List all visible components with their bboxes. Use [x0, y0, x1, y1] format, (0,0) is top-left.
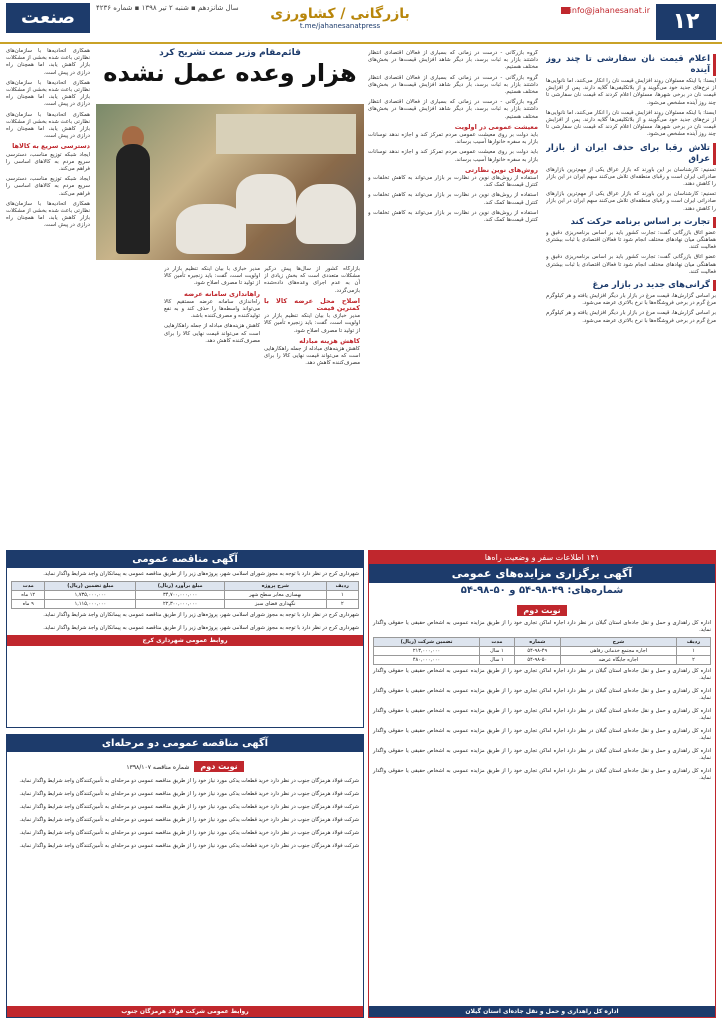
ad-badge: نوبت دوم	[194, 761, 243, 772]
ad-text: شهرداری کرج در نظر دارد با توجه به مجوز شورای اسلامی شهر، پروژه‌های زیر را از طریق مناقصه عمومی به پیمانکاران واجد شرایط واگذار نماید.	[43, 625, 359, 631]
story-body: گروه بازرگانی - درست در زمانی که بسیاری از فعالان اقتصادی انتظار داشتند بازار به ثبات برسد، بار دیگر شاهد افزایش قیمت‌ها در بخش‌های مختلف هستیم.	[368, 50, 538, 71]
story-body: بر اساس گزارش‌ها، قیمت مرغ در بازار بار دیگر افزایش یافته و هر کیلوگرم مرغ گرم در برخی فروشگاه‌ها با نرخ بالاتری عرضه می‌شود.	[546, 310, 716, 324]
tender-ad-steel	[6, 734, 364, 1018]
story-body: گروه بازرگانی - درست در زمانی که بسیاری از فعالان اقتصادی انتظار داشتند بازار به ثبات برسد، بار دیگر شاهد افزایش قیمت‌ها در بخش‌های مختلف هستیم.	[368, 99, 538, 120]
story-body: گروه بازرگانی - درست در زمانی که بسیاری از فعالان اقتصادی انتظار داشتند بازار به ثبات برسد، بار دیگر شاهد افزایش قیمت‌ها در بخش‌های مختلف هستیم.	[368, 74, 538, 96]
table-row: ۲ نگهداری فضای سبز ۲۲,۳۰۰,۰۰۰,۰۰۰ ۱,۱۱۵,۰۰۰,۰۰۰ ۹ ماه	[12, 600, 359, 609]
story-body: مدیر خبازی با بیان اینکه تنظیم بازار در اولویت است، گفت: باید زنجیره تأمین کالا از تولید تا مصرف اصلاح شود.	[164, 266, 260, 287]
ad-text: شهرداری کرج در نظر دارد با توجه به مجوز شورای اسلامی شهر، پروژه‌های زیر را از طریق مناقصه عمومی به پیمانکاران واجد شرایط واگذار نماید.	[43, 612, 359, 618]
person-figure	[116, 144, 150, 254]
tender-number: شماره مناقصه ۱۳۹۸/۱۰۷	[126, 764, 190, 771]
lead-story-body-2	[164, 266, 260, 545]
story-headline: اعلام قیمت نان سفارشی تا چند روز آینده	[546, 54, 716, 76]
story-body: باید دولت بر روی معیشت عمومی مردم تمرکز کند و اجازه ندهد نوسانات بازار به سفره خانوارها آسیب برساند.	[368, 132, 538, 146]
story-body: مدیر خبازی با بیان اینکه تنظیم بازار در اولویت است، گفت: باید زنجیره تأمین کالا از تولید تا مصرف اصلاح شود.	[264, 313, 360, 334]
issue-meta: سال شانزدهم ▪ شنبه ۲ تیر ۱۳۹۸ ▪ شماره ۴۲۳۶	[96, 4, 239, 12]
ad-text: اداره کل راهداری و حمل و نقل جاده‌ای استان گیلان در نظر دارد اجاره اماکن تجاری خود را از طریق مزایده عمومی به اشخاص حقیقی یا حقوقی واگذار نماید.	[373, 688, 711, 701]
story-body: بر اساس گزارش‌ها، قیمت مرغ در بازار بار دیگر افزایش یافته و هر کیلوگرم مرغ گرم در برخی فروشگاه‌ها با نرخ بالاتری عرضه می‌شود.	[546, 293, 716, 307]
ad-title: آگهی مناقصه عمومی	[7, 551, 363, 568]
ad-text: اداره کل راهداری و حمل و نقل جاده‌ای استان گیلان در نظر دارد اجاره اماکن تجاری خود را از طریق مزایده عمومی به اشخاص حقیقی یا حقوقی واگذار نماید.	[373, 748, 711, 761]
story-body: ایجاد شبکه توزیع مناسب، دسترسی سریع مردم به کالاهای اساسی را فراهم می‌کند.	[6, 151, 90, 173]
telegram-link[interactable]: t.me/jahanesanatpress	[299, 22, 381, 30]
story-body: استفاده از روش‌های نوین در نظارت بر بازار می‌تواند به کاهش تخلفات و کنترل قیمت‌ها کمک کند.	[368, 192, 538, 206]
ad-text: شرکت فولاد هرمزگان جنوب در نظر دارد خرید قطعات یدکی مورد نیاز خود را از طریق مناقصه عمومی دو مرحله‌ای به تأمین‌کنندگان واجد شرایط واگذار نماید.	[19, 791, 359, 797]
ad-text: شرکت فولاد هرمزگان جنوب در نظر دارد خرید قطعات یدکی مورد نیاز خود را از طریق مناقصه عمومی دو مرحله‌ای به تأمین‌کنندگان واجد شرایط واگذار نماید.	[19, 830, 359, 836]
story-body: عضو اتاق بازرگانی گفت: تجارت کشور باید بر اساس برنامه‌ریزی دقیق و هماهنگی میان نهادهای مختلف انجام شود تا فعالان اقتصادی با ثبات بیشتری فعالیت کنند.	[546, 229, 716, 251]
ad-footer: روابط عمومی شهرداری کرج	[7, 635, 363, 646]
story-body: عضو اتاق بازرگانی گفت: تجارت کشور باید بر اساس برنامه‌ریزی دقیق و هماهنگی میان نهادهای مختلف انجام شود تا فعالان اقتصادی با ثبات بیشتری فعالیت کنند.	[546, 254, 716, 275]
story-body: تسنیم: کارشناسان بر این باورند که بازار عراق یکی از مهم‌ترین بازارهای صادراتی ایران است و رقبای منطقه‌ای تلاش می‌کنند سهم ایران در این بازار را کاهش دهند.	[546, 191, 716, 212]
story-subhead: معیشت عمومی در اولویت	[454, 122, 538, 131]
auction-numbers: شماره‌های: ۴۹-۹۸-۵۴ و ۵۰-۹۸-۵۴	[460, 585, 624, 596]
story-body: باید دولت بر روی معیشت عمومی مردم تمرکز کند و اجازه ندهد نوسانات بازار به سفره خانوارها آسیب برساند.	[368, 149, 538, 163]
story-subhead: روش‌های نوین نظارتی	[465, 165, 538, 174]
ad-text: شرکت فولاد هرمزگان جنوب در نظر دارد خرید قطعات یدکی مورد نیاز خود را از طریق مناقصه عمومی دو مرحله‌ای به تأمین‌کنندگان واجد شرایط واگذار نماید.	[19, 804, 359, 810]
ad-text: اداره کل راهداری و حمل و نقل جاده‌ای استان گیلان در نظر دارد اجاره اماکن تجاری خود را از طریق مزایده عمومی به اشخاص حقیقی یا حقوقی واگذار نماید.	[373, 768, 711, 781]
masthead	[0, 0, 722, 44]
story-subhead: اصلاح محل عرضه کالا با کمترین قیمت	[264, 296, 360, 313]
story-body: کاهش هزینه‌های مبادله از جمله راهکارهایی است که می‌تواند قیمت نهایی کالا را برای مصرف‌کننده کاهش دهد.	[164, 323, 260, 344]
ad-text: شهرداری کرج در نظر دارد با توجه به مجوز شورای اسلامی شهر، پروژه‌های زیر را از طریق مناقصه عمومی به پیمانکاران واجد شرایط واگذار نماید.	[43, 571, 359, 577]
story-headline: تلاش رقبا برای حذف ایران از بازار عراق	[546, 143, 716, 165]
story-body: همکاری اتحادیه‌ها با سازمان‌های نظارتی باعث شده بخشی از مشکلات بازار کاهش یابد، اما همچنان راه درازی در پیش است.	[6, 200, 90, 229]
ad-text: اداره کل راهداری و حمل و نقل جاده‌ای استان گیلان در نظر دارد اجاره اماکن تجاری خود را از طریق مزایده عمومی به اشخاص حقیقی یا حقوقی واگذار نماید.	[373, 728, 711, 741]
story-subhead: کاهش هزینه مبادله	[299, 336, 360, 345]
table-row: ۱ بهسازی معابر سطح شهر ۳۴,۷۰۰,۰۰۰,۰۰۰ ۱,۷۳۵,۰۰۰,۰۰۰ ۱۲ ماه	[12, 591, 359, 600]
newspaper-logo: صنعت	[6, 3, 90, 33]
ad-table: ردیف شرح پروژه مبلغ برآورد (ریال) مبلغ تضمین (ریال) مدت ۱ بهسازی معابر سطح شهر ۳۴,۷۰۰,۰۰۰,۰۰۰ ۱,۷۳۵,۰۰۰,۰۰۰ ۱۲ ماه ۲ نگهداری فضای سبز ۲۲,۳۰۰,۰۰۰,۰۰۰ ۱,۱۱۵,۰۰۰,۰۰۰ ۹ ماه	[11, 581, 359, 609]
story-headline: گرانی‌های جدید در بازار مرغ	[546, 280, 716, 291]
ad-footer: روابط عمومی شرکت فولاد هرمزگان جنوب	[7, 1006, 363, 1017]
lead-headline	[96, 48, 364, 88]
right-column	[546, 50, 716, 545]
ad-title: آگهی برگزاری مزایده‌های عمومی	[369, 564, 715, 583]
table-row: ۱ اجاره مجتمع خدماتی رفاهی ۵۴-۹۸-۴۹ ۱ سال ۲۱۳,۰۰۰,۰۰۰	[374, 647, 711, 656]
table-row: ۲ اجاره جایگاه عرضه ۵۴-۹۸-۵۰ ۱ سال ۴۸۰,۰۰۰,۰۰۰	[374, 656, 711, 665]
story-body: استفاده از روش‌های نوین در نظارت بر بازار می‌تواند به کاهش تخلفات و کنترل قیمت‌ها کمک کند.	[368, 209, 538, 224]
story-body: همکاری اتحادیه‌ها با سازمان‌های نظارتی باعث شده بخشی از مشکلات بازار کاهش یابد، اما همچنان راه درازی در پیش است.	[6, 48, 90, 76]
lead-kicker: قائم‌مقام وزیر صمت تشریح کرد	[159, 48, 301, 58]
ad-title: آگهی مناقصه عمومی دو مرحله‌ای	[7, 735, 363, 752]
ad-footer: اداره کل راهداری و حمل و نقل جاده‌ای استان گیلان	[369, 1006, 715, 1017]
ad-text: شرکت فولاد هرمزگان جنوب در نظر دارد خرید قطعات یدکی مورد نیاز خود را از طریق مناقصه عمومی دو مرحله‌ای به تأمین‌کنندگان واجد شرایط واگذار نماید.	[19, 778, 359, 784]
lead-story-body	[264, 266, 360, 545]
middle-column	[368, 50, 538, 545]
ad-text: اداره کل راهداری و حمل و نقل جاده‌ای استان گیلان در نظر دارد اجاره اماکن تجاری خود را از طریق مزایده عمومی به اشخاص حقیقی یا حقوقی واگذار نماید.	[373, 620, 711, 633]
ad-badge: نوبت دوم	[517, 605, 566, 616]
story-body: راه‌اندازی سامانه عرضه مستقیم کالا می‌تواند واسطه‌ها را حذف کند و به نفع تولیدکننده و مصرف‌کننده باشد.	[164, 298, 260, 320]
story-body: استفاده از روش‌های نوین در نظارت بر بازار می‌تواند به کاهش تخلفات و کنترل قیمت‌ها کمک کند.	[368, 175, 538, 189]
ad-top-line: ۱۴۱ اطلاعات سفر و وضعیت راه‌ها	[369, 551, 715, 564]
email-icon	[561, 7, 570, 14]
story-body: تسنیم: کارشناسان بر این باورند که بازار عراق یکی از مهم‌ترین بازارهای صادراتی ایران است و رقبای منطقه‌ای تلاش می‌کنند سهم ایران در این بازار را کاهش دهند.	[546, 166, 716, 188]
ad-text: شرکت فولاد هرمزگان جنوب در نظر دارد خرید قطعات یدکی مورد نیاز خود را از طریق مناقصه عمومی دو مرحله‌ای به تأمین‌کنندگان واجد شرایط واگذار نماید.	[19, 817, 359, 823]
story-body: همکاری اتحادیه‌ها با سازمان‌های نظارتی باعث شده بخشی از مشکلات بازار کاهش یابد، اما همچنان راه درازی در پیش است.	[6, 79, 90, 108]
story-subhead: راهاندازی سامانه عرضه	[184, 289, 260, 298]
story-body: ایسنا: با اینکه مسئولان روند افزایش قیمت نان را انکار می‌کنند، اما نانوایی‌ها از نرخ‌های جدید خود می‌گویند و از بلاتکلیفی‌ها گلایه دارند. پس از افزایش قیمت نان در برخی شهرها، مسئولان اعلام کردند که قیمت نان سفارشی تا چند روز آینده مشخص می‌شود.	[546, 109, 716, 138]
story-body: ایجاد شبکه توزیع مناسب، دسترسی سریع مردم به کالاهای اساسی را فراهم می‌کند.	[6, 176, 90, 197]
section-header	[250, 6, 430, 38]
story-body: کاهش هزینه‌های مبادله از جمله راهکارهایی است که می‌تواند قیمت نهایی کالا را برای مصرف‌کننده کاهش دهد.	[264, 346, 360, 367]
left-column	[6, 48, 90, 545]
lead-photo	[96, 104, 364, 260]
story-body: ایسنا: با اینکه مسئولان روند افزایش قیمت نان را انکار می‌کنند، اما نانوایی‌ها از نرخ‌های جدید خود می‌گویند و از بلاتکلیفی‌ها گلایه دارند. پس از افزایش قیمت نان در برخی شهرها، مسئولان اعلام کردند که قیمت نان سفارشی تا چند روز آینده مشخص می‌شود.	[546, 78, 716, 106]
lead-title: هزار وعده عمل نشده	[103, 59, 357, 87]
ad-text: اداره کل راهداری و حمل و نقل جاده‌ای استان گیلان در نظر دارد اجاره اماکن تجاری خود را از طریق مزایده عمومی به اشخاص حقیقی یا حقوقی واگذار نماید.	[373, 708, 711, 721]
ad-table: ردیف شرح شماره مدت تضمین شرکت (ریال) ۱ اجاره مجتمع خدماتی رفاهی ۵۴-۹۸-۴۹ ۱ سال ۲۱۳,۰۰۰,۰۰۰ ۲ اجاره جایگاه عرضه ۵۴-۹۸-۵۰ ۱ سال ۴۸۰,۰۰۰,۰۰۰	[373, 637, 711, 665]
story-body: همکاری اتحادیه‌ها با سازمان‌های نظارتی باعث شده بخشی از مشکلات بازار کاهش یابد، اما همچنان راه درازی در پیش است.	[6, 111, 90, 140]
section-title: بازرگانی / کشاورزی	[270, 6, 410, 22]
tender-ad-karaj	[6, 550, 364, 728]
story-subhead: دسترسی سریع به کالاها	[12, 142, 90, 151]
story-body: بازارگاه کشور از سال‌ها پیش درگیر مشکلات متعددی است که بخش زیادی از آن به عدم اجرای وعده‌های داده‌شده بازمی‌گردد.	[264, 266, 360, 294]
auction-ad-gilan	[368, 550, 716, 1018]
story-headline: تجارت بر اساس برنامه حرکت کند	[546, 217, 716, 228]
page-number: ۱۲	[656, 4, 716, 40]
ad-text: اداره کل راهداری و حمل و نقل جاده‌ای استان گیلان در نظر دارد اجاره اماکن تجاری خود را از طریق مزایده عمومی به اشخاص حقیقی یا حقوقی واگذار نماید.	[373, 668, 711, 681]
ad-text: شرکت فولاد هرمزگان جنوب در نظر دارد خرید قطعات یدکی مورد نیاز خود را از طریق مناقصه عمومی دو مرحله‌ای به تأمین‌کنندگان واجد شرایط واگذار نماید.	[19, 843, 359, 849]
email-address[interactable]: info@jahanesanat.ir	[559, 6, 650, 15]
